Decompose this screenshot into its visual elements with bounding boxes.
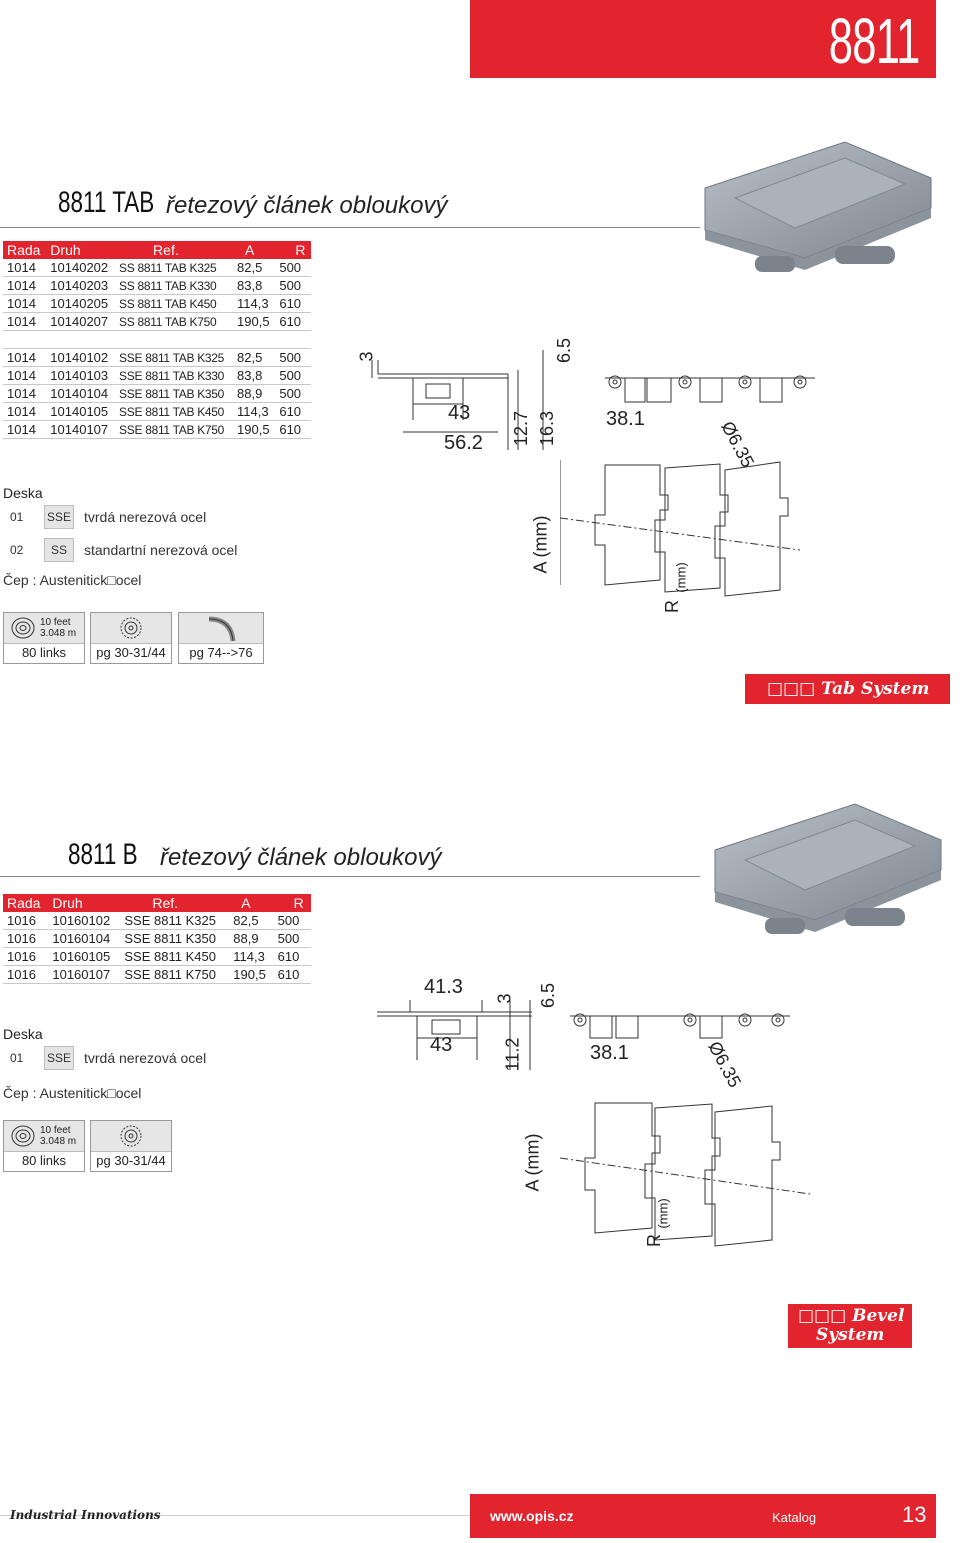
- tile-curve[interactable]: [178, 612, 264, 664]
- coil-icon: [10, 1124, 36, 1148]
- cell: 610: [275, 421, 311, 439]
- material-row: [10, 504, 206, 530]
- section-title-bevel: 8811 B: [68, 838, 138, 871]
- tile-sprocket[interactable]: [90, 612, 172, 664]
- material-text: standartní nerezová ocel: [84, 542, 238, 558]
- cell: 10140207: [46, 313, 115, 331]
- cell: SSE 8811 K325: [120, 912, 229, 930]
- cell: 610: [275, 295, 311, 313]
- col-header-a: A: [233, 241, 275, 259]
- cell: SS 8811 TAB K750: [115, 313, 233, 331]
- material-code: 02: [10, 543, 24, 557]
- tile-line1: 10 feet: [40, 1125, 71, 1136]
- cell: SSE 8811 K450: [120, 948, 229, 966]
- footer-brand: Industrial Innovations: [10, 1508, 161, 1522]
- footer-bar: [470, 1494, 936, 1538]
- col-header-ref: Ref.: [120, 894, 229, 912]
- coil-icon: [10, 616, 36, 640]
- cell: 1016: [3, 912, 48, 930]
- cell: 500: [275, 349, 311, 367]
- table-row: [3, 912, 311, 930]
- cell: 500: [275, 277, 311, 295]
- cell: 10140205: [46, 295, 115, 313]
- footer-url[interactable]: www.opis.cz: [490, 1508, 574, 1524]
- cell: 82,5: [233, 349, 275, 367]
- dim-43: 43: [448, 402, 471, 424]
- cell: 500: [275, 385, 311, 403]
- table-row: [3, 295, 311, 313]
- material-text: tvrdá nerezová ocel: [84, 1050, 207, 1066]
- cell: SSE 8811 TAB K350: [115, 385, 233, 403]
- table-row: [3, 966, 311, 984]
- col-header-r: R: [275, 241, 311, 259]
- dim-pin-diameter: Ø6.35: [717, 418, 759, 471]
- table-row: [3, 385, 311, 403]
- cell: 1014: [3, 313, 46, 331]
- cell: 610: [275, 313, 311, 331]
- system-badge-line2: System: [816, 1325, 885, 1345]
- tile-line1: 10 feet: [40, 617, 71, 628]
- dim-3: 3: [356, 351, 377, 362]
- table-row: [3, 367, 311, 385]
- tile-sprocket[interactable]: [90, 1120, 172, 1172]
- material-code: 01: [10, 510, 24, 524]
- chain-link-render-bevel: [705, 800, 945, 952]
- cell: 1016: [3, 948, 48, 966]
- sprocket-icon: [118, 1124, 144, 1148]
- cell: 190,5: [229, 966, 273, 984]
- tile-label: 80 links: [21, 645, 67, 660]
- col-header-rada: Rada: [3, 241, 46, 259]
- series-number: 8811: [829, 5, 920, 77]
- page-number: 13: [902, 1502, 927, 1527]
- cell: 610: [275, 403, 311, 421]
- col-header-druh: Druh: [48, 894, 120, 912]
- cell: 610: [274, 966, 311, 984]
- footer-katalog: Katalog: [772, 1510, 817, 1525]
- tile-length: [3, 1120, 85, 1172]
- dim-3: 3: [494, 993, 515, 1004]
- deska-label: Deska: [3, 1026, 43, 1042]
- section-subtitle-bevel: řetezový článek obloukový: [160, 844, 442, 871]
- cell: 1014: [3, 367, 46, 385]
- cell: 1014: [3, 277, 46, 295]
- cell: 610: [274, 948, 311, 966]
- curve-icon: [207, 615, 237, 641]
- dim-a-mm: A (mm): [530, 515, 551, 574]
- cell: 83,8: [233, 277, 275, 295]
- dim-56-2: 56.2: [444, 432, 483, 454]
- material-badge: SSE: [44, 505, 74, 529]
- cell: 10140102: [46, 349, 115, 367]
- cell: 10140104: [46, 385, 115, 403]
- material-badge: SSE: [44, 1046, 74, 1070]
- cell: SSE 8811 K350: [120, 930, 229, 948]
- table-row: [3, 948, 311, 966]
- section-rule: [0, 227, 700, 228]
- cell: 88,9: [233, 385, 275, 403]
- tile-label: 80 links: [21, 1153, 67, 1168]
- dim-41-3: 41.3: [424, 976, 463, 998]
- cell: 500: [275, 259, 311, 277]
- cell: 114,3: [229, 948, 273, 966]
- cell: 190,5: [233, 313, 275, 331]
- material-row: [10, 537, 237, 563]
- cell: SSE 8811 TAB K330: [115, 367, 233, 385]
- table-row: [3, 259, 311, 277]
- material-text: tvrdá nerezová ocel: [84, 509, 207, 525]
- dim-pin-diameter: Ø6.35: [704, 1038, 746, 1091]
- table-row: [3, 313, 311, 331]
- chain-link-render-tab: [695, 138, 935, 290]
- cell: SSE 8811 TAB K450: [115, 403, 233, 421]
- tile-line2: 3.048 m: [40, 1136, 77, 1147]
- cell: 10140105: [46, 403, 115, 421]
- cell: 1014: [3, 295, 46, 313]
- dim-6-5: 6.5: [554, 337, 575, 364]
- col-header-r: R: [274, 894, 311, 912]
- system-badge-bevel: [788, 1304, 912, 1348]
- series-header: [470, 0, 936, 78]
- cell: 1016: [3, 930, 48, 948]
- cell: SSE 8811 TAB K750: [115, 421, 233, 439]
- table-row: [3, 421, 311, 439]
- cell: 500: [274, 912, 311, 930]
- dim-r-letter: R: [644, 1234, 664, 1247]
- cell: 10140202: [46, 259, 115, 277]
- cell: SS 8811 TAB K450: [115, 295, 233, 313]
- tile-label: pg 30-31/44: [96, 1153, 166, 1168]
- cell: 1014: [3, 385, 46, 403]
- dim-38-1: 38.1: [590, 1042, 629, 1064]
- cell: 1014: [3, 421, 46, 439]
- cell: 1014: [3, 259, 46, 277]
- deska-label: Deska: [3, 485, 43, 501]
- dim-12-7: 12.7: [511, 410, 532, 447]
- cell: SSE 8811 TAB K325: [115, 349, 233, 367]
- cell: 10160107: [48, 966, 120, 984]
- system-badge-line1: □□□ Bevel: [798, 1306, 905, 1326]
- cell: 1014: [3, 403, 46, 421]
- table-row: [3, 403, 311, 421]
- dim-6-5: 6.5: [538, 982, 559, 1009]
- dim-16-3: 16.3: [537, 410, 558, 447]
- cell: 10140103: [46, 367, 115, 385]
- cell: 10160105: [48, 948, 120, 966]
- cell: 114,3: [233, 403, 275, 421]
- col-header-a: A: [229, 894, 273, 912]
- cell: 1014: [3, 349, 46, 367]
- section-subtitle-tab: řetezový článek obloukový: [166, 192, 448, 219]
- col-header-ref: Ref.: [115, 241, 233, 259]
- side-profile-drawing-bevel: [372, 1000, 572, 1080]
- pin-material: Čep : Austenitick□ocel: [3, 572, 142, 588]
- cell: 1016: [3, 966, 48, 984]
- col-header-rada: Rada: [3, 894, 48, 912]
- section-rule: [0, 876, 700, 877]
- cell: 83,8: [233, 367, 275, 385]
- dim-43: 43: [430, 1034, 453, 1056]
- material-row: [10, 1045, 206, 1071]
- table-row: [3, 349, 311, 367]
- table-spacer: [3, 331, 311, 349]
- dim-r-mm: (mm): [655, 1198, 671, 1229]
- dim-r-letter: R: [662, 600, 682, 613]
- spec-table-tab: [3, 241, 311, 439]
- section-title-tab: 8811 TAB: [58, 186, 155, 219]
- cell: 82,5: [229, 912, 273, 930]
- cell: 10160104: [48, 930, 120, 948]
- material-code: 01: [10, 1051, 24, 1065]
- cell: 190,5: [233, 421, 275, 439]
- cell: 500: [275, 367, 311, 385]
- dim-r-mm: (mm): [673, 562, 689, 593]
- cell: 500: [274, 930, 311, 948]
- cell: 10140203: [46, 277, 115, 295]
- material-badge: SS: [44, 538, 74, 562]
- system-badge-tab: □□□ Tab System: [745, 674, 950, 704]
- cell: SSE 8811 K750: [120, 966, 229, 984]
- sprocket-icon: [118, 616, 144, 640]
- cell: 82,5: [233, 259, 275, 277]
- tile-label: pg 74-->76: [189, 645, 253, 660]
- dim-38-1: 38.1: [606, 408, 645, 430]
- tile-label: pg 30-31/44: [96, 645, 166, 660]
- pin-material: Čep : Austenitick□ocel: [3, 1085, 142, 1101]
- table-row: [3, 277, 311, 295]
- col-header-druh: Druh: [46, 241, 115, 259]
- tile-line2: 3.048 m: [40, 628, 77, 639]
- cell: 114,3: [233, 295, 275, 313]
- chain-top-view-drawing-bevel: [560, 1098, 810, 1258]
- cell: SS 8811 TAB K330: [115, 277, 233, 295]
- dim-a-mm: A (mm): [522, 1133, 543, 1192]
- table-row: [3, 930, 311, 948]
- dim-11-2: 11.2: [502, 1037, 523, 1072]
- cell: 10160102: [48, 912, 120, 930]
- cell: SS 8811 TAB K325: [115, 259, 233, 277]
- spec-table-bevel: [3, 894, 311, 984]
- cell: 10140107: [46, 421, 115, 439]
- cell: 88,9: [229, 930, 273, 948]
- tile-length: [3, 612, 85, 664]
